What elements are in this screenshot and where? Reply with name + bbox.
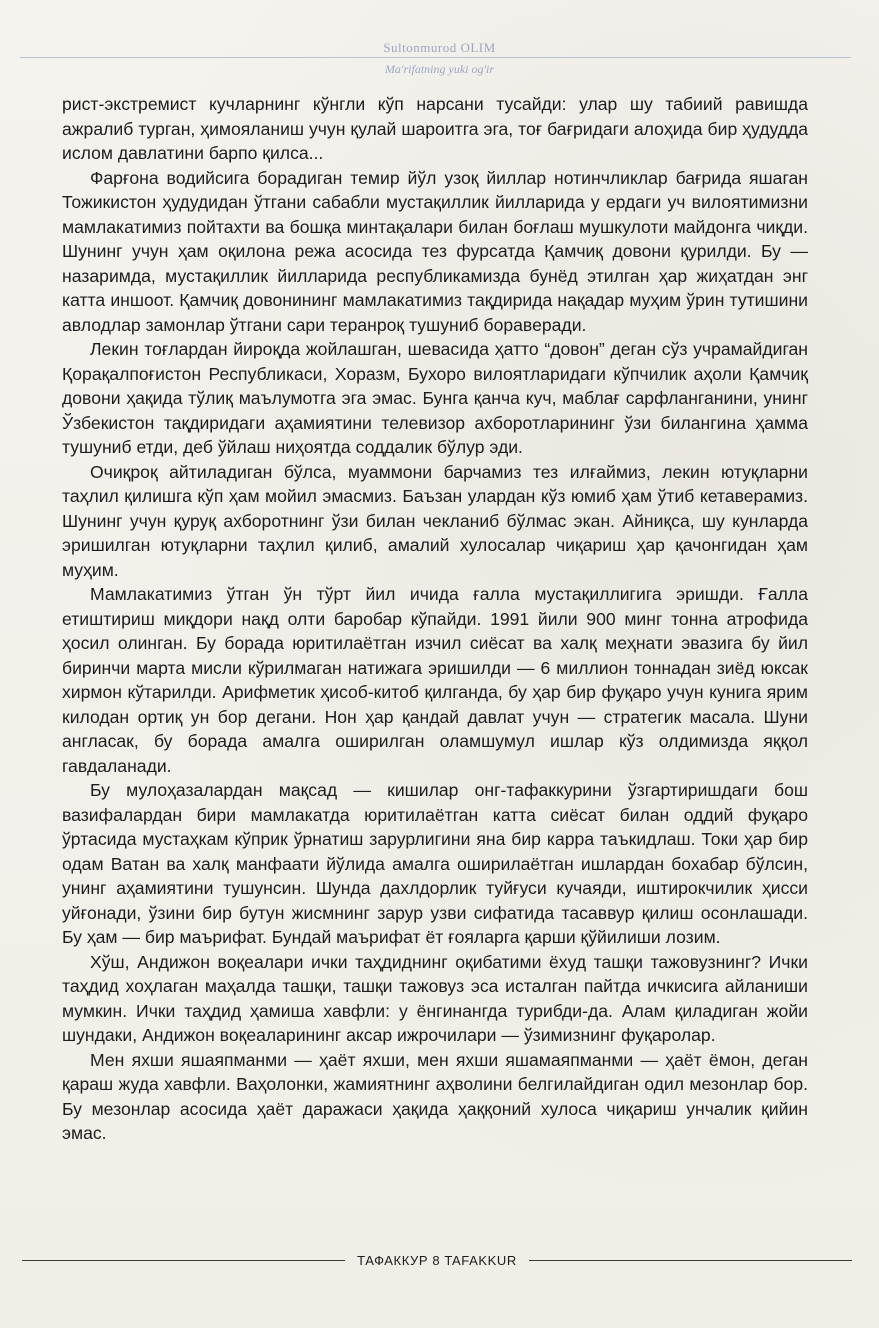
header-author: Sultonmurod OLIM xyxy=(383,40,496,55)
article-body xyxy=(62,92,808,1146)
paragraph: Фарғона водийсига борадиган темир йўл узоқ йиллар нотинчликлар бағрида яшаган Тожикистон ҳудудидан ўтгани сабабли мустақиллик йилларида у ердаги уч вилоятимизни мамлакатимиз пойтахти ва бошқа минтақалари билан боғлаш мушкулоти майдонга чиқди. Шунинг учун ҳам оқилона режа асосида тез фурсатда Қамчиқ довони қурилди. Бу — назаримда, мустақиллик йилларида республикамизда бунёд этилган ҳар жиҳатдан энг катта иншоот. Қамчиқ довонининг мамлакатимиз тақдирида нақадар муҳим ўрин тутишини авлодлар замонлар ўтгани сари теранроқ тушуниб бораверади. xyxy=(62,167,808,335)
footer-rule-left xyxy=(22,1260,345,1261)
running-header xyxy=(0,40,879,56)
paragraph: рист-экстремист кучларнинг кўнгли кўп нарсани тусайди: улар шу табиий равишда ажралиб турган, ҳимояланиш учун қулай шароитга эга, тоғ бағридаги алоҳида бир ҳудудда ислом давлатини барпо қилса... xyxy=(62,94,808,163)
paragraph: Лекин тоғлардан йироқда жойлашган, шевасида ҳатто “довон” деган сўз учрамайдиган Қорақалпоғистон Республикаси, Хоразм, Бухоро вилоятларидаги кўпчилик аҳоли Қамчиқ довони ҳақида тўлиқ маълумотга эга эмас. Бунга қанча куч, маблағ сарфланганини, унинг Ўзбекистон тақдиридаги аҳамиятини телевизор ахборотларининг ўзи билангина ҳамма тушуниб етди, деб ўйлаш ниҳоятда соддалик бўлур эди. xyxy=(62,339,808,457)
paragraph: Очиқроқ айтиладиган бўлса, муаммони барчамиз тез илғаймиз, лекин ютуқларни таҳлил қилишга кўп ҳам мойил эмасмиз. Баъзан улардан кўз юмиб ҳам ўтиб кетаверамиз. Шунинг учун қуруқ ахборотнинг ўзи билан чекланиб бўлмас экан. Айниқса, шу кунларда эришилган ютуқларни таҳлил қилиб, амалий хулосалар чиқариш ҳар қачонгидан ҳам муҳим. xyxy=(62,461,808,580)
page-footer xyxy=(22,1251,852,1269)
paragraph: Мамлакатимиз ўтган ўн тўрт йил ичида ғалла мустақиллигига эришди. Ғалла етиштириш миқдори нақд олти баробар кўпайди. 1991 йили 900 минг тонна атрофида ҳосил олинган. Бу борада юритилаётган изчил сиёсат ва халқ меҳнати эвазига бу йил биринчи марта мисли кўрилмаган натижага эришилди — 6 миллион тоннадан зиёд юксак хирмон кўтарилди. Арифметик ҳисоб-китоб қилганда, бу ҳар бир фуқаро учун кунига ярим килодан ортиқ ун бор дегани. Нон ҳар қандай давлат учун — стратегик масала. Шуни англасак, бу борада амалга оширилган оламшумул ишлар кўз олдимизда яққол гавдаланади. xyxy=(62,584,808,776)
footer-journal-page: ТАФАККУР 8 TAFAKKUR xyxy=(357,1252,517,1268)
header-rule xyxy=(20,57,851,58)
footer-rule-right xyxy=(529,1260,852,1261)
header-title: Ma'rifatning yuki og'ir xyxy=(384,62,495,76)
paragraph: Хўш, Андижон воқеалари ички таҳдиднинг оқибатими ёхуд ташқи тажовузнинг? Ички таҳдид хоҳлаган маҳалда ташқи, ташқи тажовуз эса исталган пайтда ичкисига айланиши мумкин. Ички таҳдид ҳамиша хавфли: у ёнгинангда турибди-да. Алам қиладиган жойи шундаки, Андижон воқеаларининг аксар ижрочилари — ўзимизнинг фуқаролар. xyxy=(62,951,808,1045)
paragraph: Мен яхши яшаяпманми — ҳаёт яхши, мен яхши яшамаяпманми — ҳаёт ёмон, деган қараш жуда хавфли. Ваҳолонки, жамиятнинг аҳволини белгилайдиган одил мезонлар бор. Бу мезонлар асосида ҳаёт даражаси ҳақида ҳаққоний хулоса чиқариш унчалик қийин эмас. xyxy=(62,1049,808,1143)
paragraph: Бу мулоҳазалардан мақсад — кишилар онг-тафаккурини ўзгартиришдаги бош вазифалардан бири мамлакатда юритилаётган катта сиёсат билан оддий фуқаро ўртасида мустаҳкам кўприк ўрнатиш зарурлигини яна бир карра таъкидлаш. Токи ҳар бир одам Ватан ва халқ манфаати йўлида амалга оширилаётган ишлардан бохабар бўлсин, унинг аҳамиятини тушунсин. Шунда дахлдорлик туйғуси кучаяди, иштирокчилик ҳисси уйғонади, ўзини бир бутун жисмнинг зарур узви сифатида тасаввур қилиш осонлашади. Бу ҳам — бир маърифат. Бундай маърифат ёт ғояларга қарши қўйилиши лозим. xyxy=(62,780,808,947)
